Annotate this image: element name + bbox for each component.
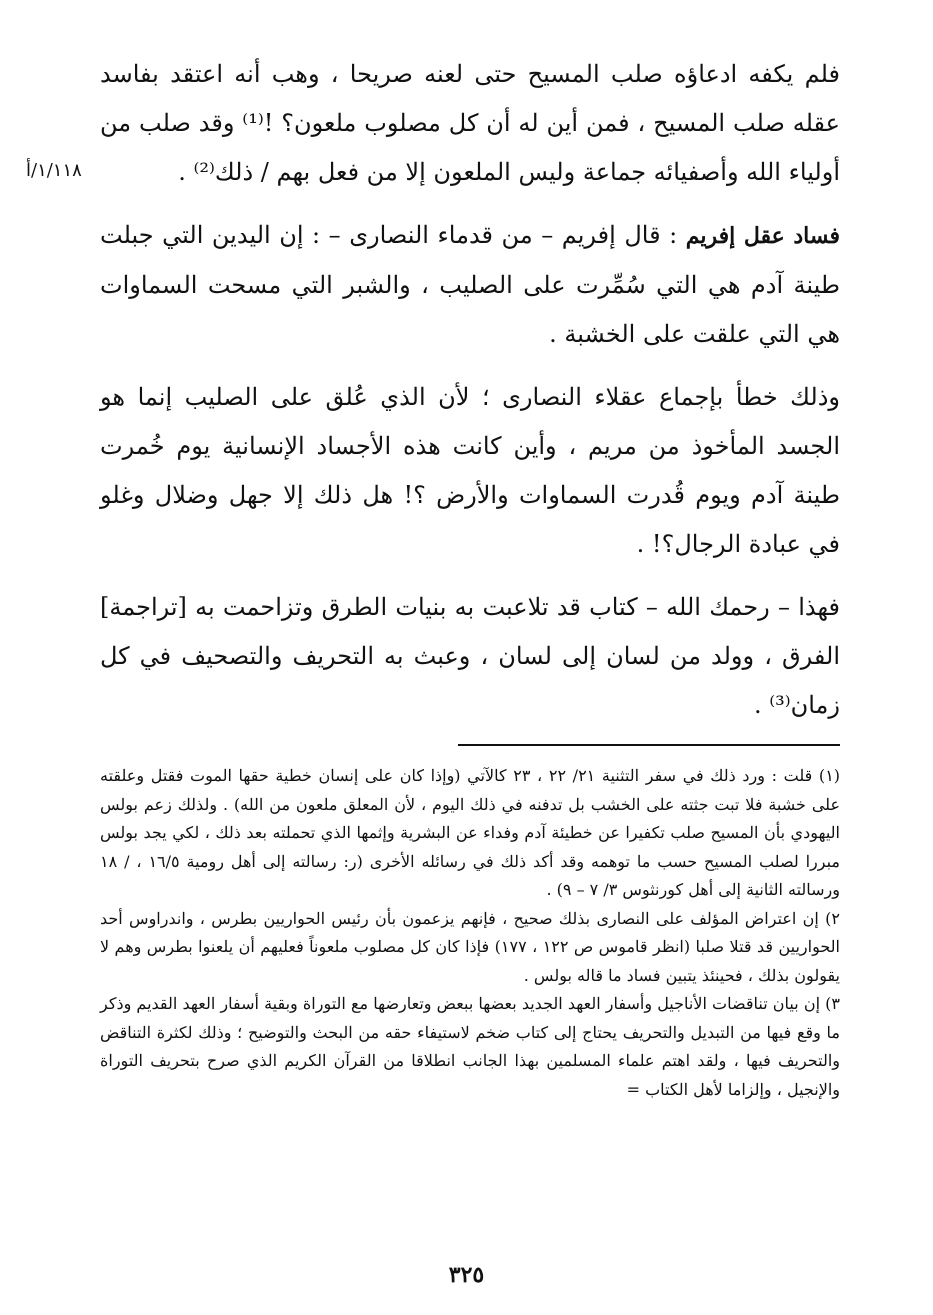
paragraph-1: فلم يكفه ادعاؤه صلب المسيح حتى لعنه صريحا ، وهب أنه اعتقد بفاسد عقله صلب المسيح ، فمن أين له أن كل مصلوب ملعون؟ !⁽¹⁾ وقد صلب من أولياء الله وأصفيائه جماعة وليس الملعون إلا من فعل بهم / ذلك⁽²⁾ . [100, 60, 841, 186]
paragraph-4: فهذا – رحمك الله – كتاب قد تلاعبت به بنيات الطرق وتزاحمت به [تراجمة] الفرق ، وولد من لسان إلى لسان ، وعبث به التحريف والتصحيف في كل زمان⁽³⁾ . [100, 593, 840, 719]
footnote-1: (١) قلت : ورد ذلك في سفر التثنية ٢١/ ٢٢ ، ٢٣ كالآتي (وإذا كان على إنسان خطية حقها الموت فقتل وعلقته على خشبة فلا تبت جثته على الخشب بل تدفنه في ذلك اليوم ، لأن المعلق ملعون من الله) . ولذلك زعم بولس اليهودي بأن المسيح صلب تكفيرا عن خطيئة آدم وفداء عن البشرية وإثمها الذي تحملته بعد ذلك ، لكي يجد بولس مبررا لصلب المسيح حسب ما توهمه وقد أكد ذلك في رسائله الأخرى (ر: رسالته إلى أهل رومية ١٦/٥ ، / ١٨ ورسالته الثانية إلى أهل كورنثوس ٣/ ٧ – ٩) . [100, 766, 841, 899]
inline-heading: فساد عقل إفريم [685, 223, 840, 249]
paragraph-2 [100, 211, 840, 359]
manuscript-folio-reference: ١/١١٨/أ [26, 160, 82, 181]
footnote-2: ٢) إن اعتراض المؤلف على النصارى بذلك صحيح ، فإنهم يزعمون بأن رئيس الحواريين بطرس ، واندراوس أحد الحواريين قد قتلا صلبا (انظر قاموس ص ١٢٢ ، ١٧٧) فإذا كان كل مصلوب ملعوناً فعليهم أن يلعنوا بطرس وهم لا يقولون بذلك ، فحينئذ يتبين فساد ما قاله بولس . [100, 908, 840, 985]
page-number: ٣٢٥ [448, 1262, 485, 1288]
main-text [100, 50, 840, 730]
footnote-separator [458, 744, 840, 746]
paragraph-2-text: : قال إفريم – من قدماء النصارى – : إن اليدين التي جبلت طينة آدم هي التي سُمِّرت على الصليب ، والشبر التي مسحت السماوات هي التي علقت على الخشبة . [100, 221, 840, 348]
paragraph-3: وذلك خطأ بإجماع عقلاء النصارى ؛ لأن الذي عُلق على الصليب إنما هو الجسد المأخوذ من مريم ، وأين كانت هذه الأجساد الإنسانية يوم خُمرت طينة آدم ويوم قُدرت السماوات والأرض ؟! هل ذلك إلا جهل وضلال وغلو في عبادة الرجال؟! . [100, 383, 840, 558]
footnotes [100, 762, 840, 1104]
footnote-3: ٣) إن بيان تناقضات الأناجيل وأسفار العهد الجديد بعضها ببعض وتعارضها مع التوراة وبقية أسفار العهد القديم وذكر ما وقع فيها من التبديل والتحريف يحتاج إلى كتاب ضخم لاستيفاء حقه من البحث والتوضيح ؛ وذلك لكثرة التناقض والتحريف فيها ، ولقد اهتم علماء المسلمين بهذا الجانب انطلاقا من القرآن الكريم الذي صرح بتحريف التوراة والإنجيل ، وإلزاما لأهل الكتاب = [100, 994, 840, 1099]
